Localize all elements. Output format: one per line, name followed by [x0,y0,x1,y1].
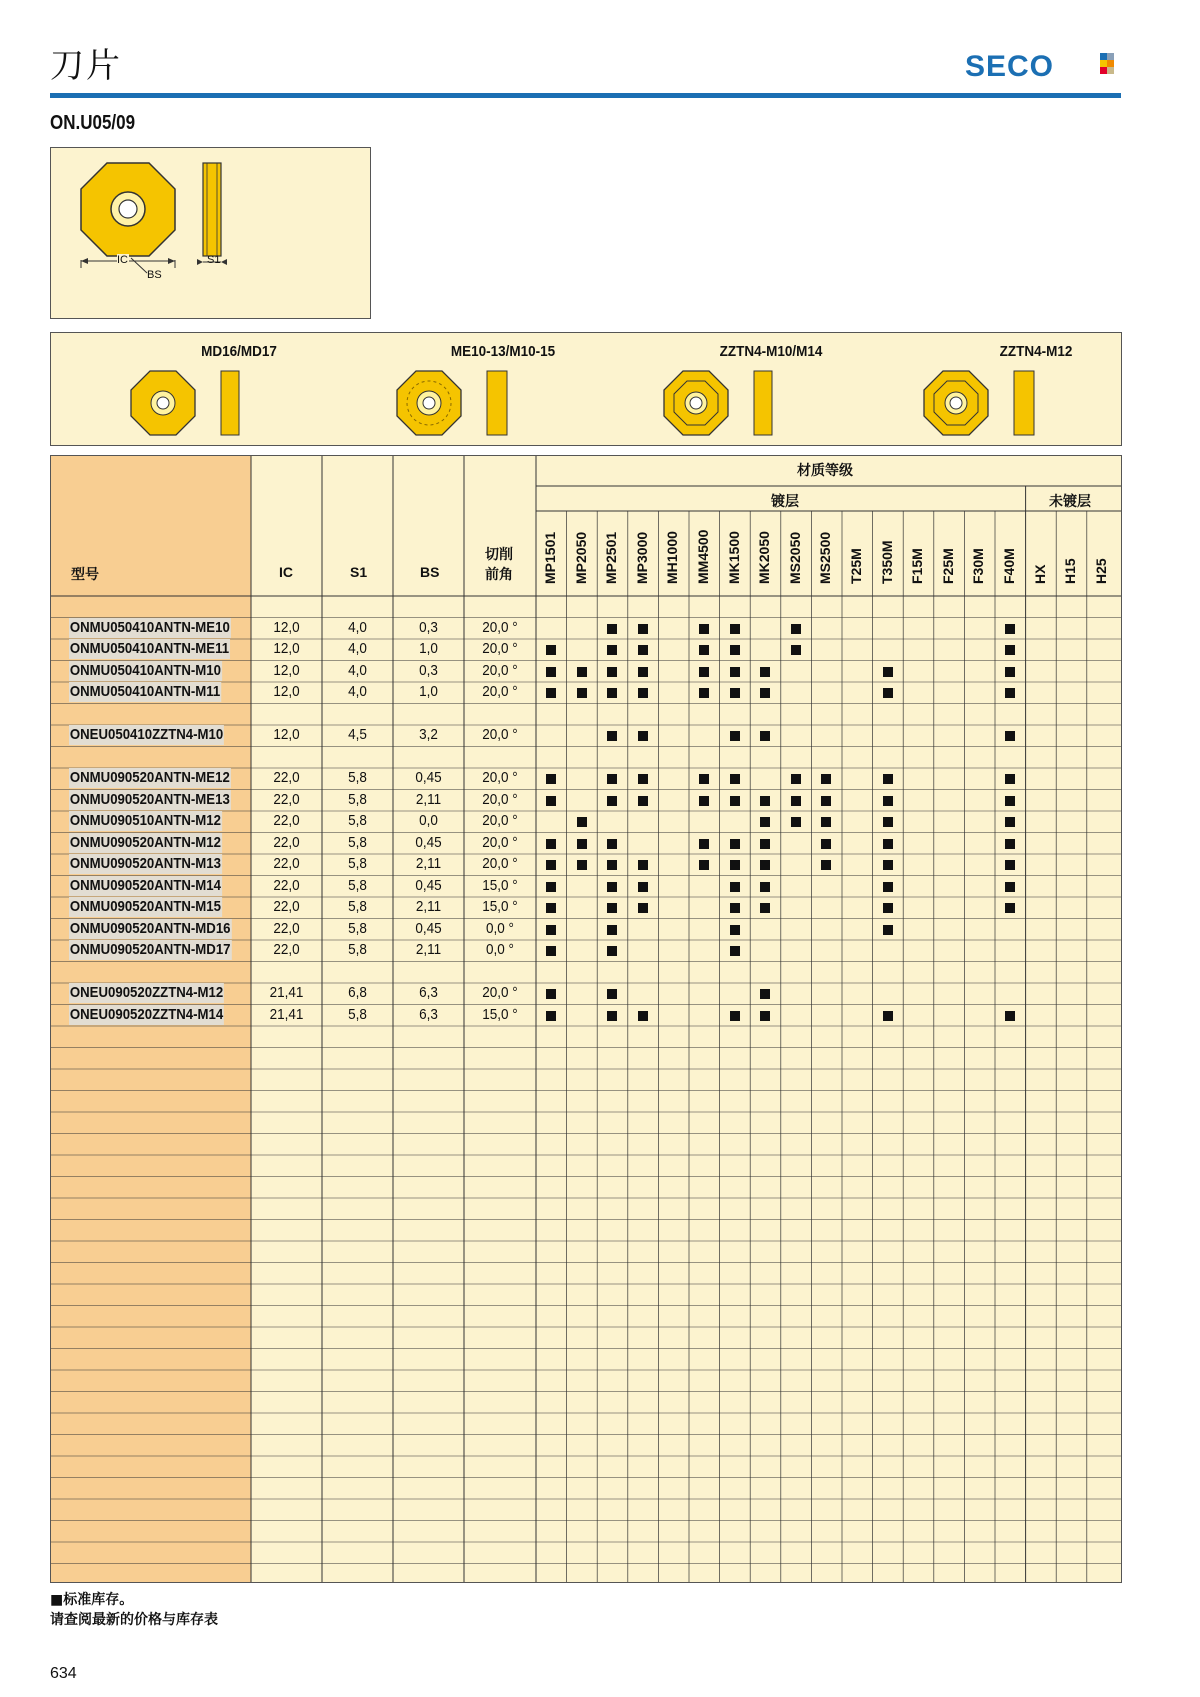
ic-cell: 22,0 [273,855,300,872]
stock-marker-mp2501 [607,860,617,870]
page-title: 刀片 [50,46,122,86]
seco-logo [965,50,1120,80]
stock-marker-t350m [883,1011,893,1021]
stock-marker-mp2050 [577,688,587,698]
coated-group-header: 镀层 [771,494,799,510]
page-number: 634 [50,1665,77,1682]
ic-cell: 22,0 [273,833,300,851]
stock-marker-f40m [1005,882,1015,892]
grade-header-ms2050: MS2050 [786,531,803,584]
grade-header-mm4500: MM4500 [695,529,711,584]
s1-label: S1 [207,254,221,266]
stock-marker-mk2050 [760,839,770,849]
s1-cell: 5,8 [348,919,367,937]
stock-marker-mk2050 [760,989,770,999]
cut-angle-cell: 20,0 ° [482,790,518,808]
ic-header: IC [279,564,293,580]
stock-marker-mp3000 [638,645,648,655]
ic-label: IC [117,254,128,266]
stock-marker-ms2050 [791,796,801,806]
stock-marker-f40m [1005,839,1015,849]
stock-marker-mk2050 [760,860,770,870]
stock-marker-mp3000 [638,796,648,806]
stock-marker-f40m [1005,903,1015,913]
grade-header-mp1501: MP1501 [542,531,558,584]
grade-header-t25m: T25M [848,548,864,584]
stock-marker-f40m [1005,1011,1015,1021]
stock-marker-mp1501 [546,882,556,892]
cut-angle-cell: 20,0 ° [482,984,518,1001]
grade-header-f15m: F15M [909,548,926,584]
ic-cell: 21,41 [269,1005,304,1023]
stock-marker-f40m [1005,774,1015,784]
s1-cell: 5,8 [348,812,367,829]
stock-marker-mp2501 [607,667,617,677]
stock-marker-mk1500 [730,731,740,741]
stock-marker-mp3000 [638,731,648,741]
stock-marker-ms2500 [821,839,831,849]
stock-marker-mk1500 [730,796,740,806]
grade-header-mh1000: MH1000 [664,531,681,584]
stock-marker-mp2050 [577,667,587,677]
ic-cell: 12,0 [273,683,300,700]
cut-angle-cell: 0,0 ° [486,919,514,937]
stock-marker-mp3000 [638,624,648,634]
designation-cell: ONMU090520ANTN-MD16 [69,919,231,937]
stock-marker-mk1500 [730,688,740,698]
stock-marker-mp1501 [546,860,556,870]
stock-marker-mp3000 [638,667,648,677]
ic-cell: 22,0 [273,941,300,958]
stock-marker-t350m [883,882,893,892]
bs-cell: 0,0 [419,812,438,829]
cut-angle-header-line2: 前角 [485,567,513,583]
stock-marker-t350m [883,667,893,677]
stock-marker-mp3000 [638,1011,648,1021]
price-stock-note: 请查阅最新的价格与库存表 [50,1612,218,1628]
stock-marker-mp3000 [638,860,648,870]
s1-cell: 4,5 [348,726,367,743]
stock-marker-mp3000 [638,688,648,698]
cut-angle-cell: 20,0 ° [482,726,518,743]
designation-cell: ONMU090520ANTN-M13 [69,855,221,872]
cut-angle-cell: 20,0 ° [482,833,518,851]
grade-header-mp2501: MP2501 [603,531,620,584]
designation-cell: ONMU090520ANTN-M15 [69,898,221,915]
designation-cell: ONMU090510ANTN-M12 [69,812,221,829]
ic-cell: 12,0 [273,661,300,679]
geometry-insert-illustrations [51,333,1121,445]
s1-cell: 5,8 [348,790,367,808]
stock-marker-t350m [883,903,893,913]
stock-marker-mp2501 [607,989,617,999]
stock-marker-mk2050 [760,882,770,892]
stock-marker-mp2050 [577,860,587,870]
stock-marker-mp1501 [546,989,556,999]
stock-marker-ms2050 [791,645,801,655]
ic-cell: 22,0 [273,790,300,808]
bs-header: BS [420,564,440,580]
stock-marker-mp1501 [546,839,556,849]
stock-marker-mk2050 [760,817,770,827]
bs-label: BS [147,269,162,281]
stock-marker-ms2500 [821,774,831,784]
cut-angle-cell: 15,0 ° [482,898,518,915]
stock-marker-f40m [1005,817,1015,827]
stock-marker-ms2500 [821,817,831,827]
grade-header-mp2050: MP2050 [572,531,589,584]
geometry-label: MD16/MD17 [201,343,277,360]
s1-header: S1 [350,564,368,580]
grade-header-ms2500: MS2500 [817,531,834,584]
stock-marker-f40m [1005,796,1015,806]
designation-cell: ONMU090520ANTN-ME12 [69,769,230,786]
s1-cell: 5,8 [348,855,367,872]
designation-cell: ONMU050410ANTN-M11 [69,683,221,700]
s1-cell: 4,0 [348,640,367,657]
ic-cell: 21,41 [269,984,304,1001]
grade-header-hx: HX [1031,564,1048,584]
stock-marker-mk1500 [730,645,740,655]
stock-marker-mm4500 [699,688,709,698]
ic-cell: 22,0 [273,812,300,829]
designation-header: 型号 [71,566,99,582]
ic-cell: 22,0 [273,769,300,786]
stock-marker-mk1500 [730,882,740,892]
stock-marker-t350m [883,925,893,935]
geometry-strip [50,332,1122,446]
product-family: ON.U05/09 [50,112,136,134]
stock-marker-mm4500 [699,860,709,870]
stock-marker-f40m [1005,624,1015,634]
uncoated-group-header: 未镀层 [1049,494,1091,510]
stock-marker-mk1500 [730,1011,740,1021]
stock-marker-mp1501 [546,903,556,913]
designation-cell: ONMU050410ANTN-ME10 [69,618,230,636]
stock-marker-mp2501 [607,731,617,741]
stock-marker-mk2050 [760,1011,770,1021]
stock-marker-mp1501 [546,667,556,677]
bs-cell: 2,11 [415,898,442,915]
stock-marker-mp1501 [546,774,556,784]
s1-cell: 4,0 [348,683,367,700]
stock-marker-mm4500 [699,796,709,806]
s1-cell: 4,0 [348,661,367,679]
bs-cell: 0,45 [415,769,442,786]
ic-cell: 12,0 [273,640,300,657]
ic-cell: 22,0 [273,919,300,937]
designation-cell: ONMU090520ANTN-ME13 [69,790,230,808]
grade-header-f30m: F30M [970,548,987,584]
cut-angle-cell: 20,0 ° [482,661,518,679]
stock-marker-mp2501 [607,688,617,698]
cut-angle-cell: 20,0 ° [482,640,518,657]
stock-marker-mp2501 [607,774,617,784]
bs-cell: 0,3 [419,661,438,679]
stock-marker-ms2050 [791,774,801,784]
stock-marker-mm4500 [699,624,709,634]
s1-cell: 4,0 [348,618,367,636]
grade-header-h15: H15 [1062,558,1079,584]
bs-cell: 1,0 [419,683,438,700]
designation-cell: ONMU090520ANTN-M12 [69,833,221,851]
designation-cell: ONMU050410ANTN-ME11 [69,640,230,657]
cut-angle-cell: 15,0 ° [482,1005,518,1023]
stock-marker-mp2501 [607,946,617,956]
designation-cell: ONMU090520ANTN-MD17 [69,941,231,958]
cut-angle-cell: 20,0 ° [482,618,518,636]
stock-marker-ms2500 [821,860,831,870]
ic-cell: 22,0 [273,876,300,894]
stock-marker-f40m [1005,667,1015,677]
cut-angle-cell: 15,0 ° [482,876,518,894]
bs-cell: 2,11 [415,790,442,808]
grade-header-t350m: T350M [878,540,895,584]
insert-table [50,455,1122,1583]
grade-header-h25: H25 [1092,558,1109,584]
stock-marker-mk1500 [730,839,740,849]
stock-marker-mm4500 [699,667,709,677]
stock-marker-mk1500 [730,925,740,935]
s1-cell: 5,8 [348,898,367,915]
stock-marker-mp2501 [607,624,617,634]
stock-marker-mp3000 [638,774,648,784]
stock-marker-mp2050 [577,839,587,849]
s1-cell: 6,8 [348,984,367,1001]
designation-cell: ONEU090520ZZTN4-M14 [69,1005,224,1023]
stock-marker-mp2501 [607,796,617,806]
stock-marker-t350m [883,796,893,806]
stock-marker-mk1500 [730,774,740,784]
designation-cell: ONEU090520ZZTN4-M12 [69,984,224,1001]
stock-marker-mp1501 [546,946,556,956]
stock-marker-ms2500 [821,796,831,806]
bs-cell: 0,3 [419,618,438,636]
stock-marker-f40m [1005,645,1015,655]
stock-marker-f40m [1005,860,1015,870]
reference-drawing [50,147,371,319]
stock-marker-mk2050 [760,688,770,698]
grade-header-mk2050: MK2050 [756,531,773,584]
header-rule [50,93,1121,98]
stock-marker-f40m [1005,731,1015,741]
s1-cell: 5,8 [348,876,367,894]
stock-marker-mk2050 [760,903,770,913]
ic-cell: 22,0 [273,898,300,915]
stock-marker-f40m [1005,688,1015,698]
grades-group-header: 材质等级 [797,463,853,479]
stock-marker-mp1501 [546,925,556,935]
stock-marker-mk1500 [730,903,740,913]
bs-cell: 2,11 [415,855,442,872]
stock-marker-mp1501 [546,645,556,655]
stock-marker-mk1500 [730,624,740,634]
stock-marker-mk1500 [730,667,740,677]
stock-marker-mp3000 [638,882,648,892]
bs-cell: 2,11 [415,941,442,958]
cut-angle-header-line1: 切削 [485,547,513,563]
stock-marker-mp2501 [607,1011,617,1021]
stock-marker-mp3000 [638,903,648,913]
grade-header-f40m: F40M [1001,548,1017,584]
stock-marker-ms2050 [791,817,801,827]
stock-marker-mp2501 [607,839,617,849]
bs-cell: 0,45 [415,919,442,937]
bs-cell: 0,45 [415,876,442,894]
s1-cell: 5,8 [348,833,367,851]
stock-marker-mm4500 [699,774,709,784]
svg-text:SECO: SECO [965,50,1055,80]
s1-cell: 5,8 [348,769,367,786]
geometry-label: ZZTN4-M12 [999,343,1073,360]
stock-marker-mp2501 [607,645,617,655]
geometry-label: ZZTN4-M10/M14 [719,343,823,360]
stock-marker-mp2050 [577,817,587,827]
bs-cell: 6,3 [419,984,438,1001]
cut-angle-cell: 20,0 ° [482,683,518,700]
s1-cell: 5,8 [348,941,367,958]
stock-legend: ■标准库存。 [50,1592,134,1608]
designation-cell: ONEU050410ZZTN4-M10 [69,726,224,743]
geometry-label: ME10-13/M10-15 [450,343,556,360]
grade-header-mk1500: MK1500 [725,531,742,584]
stock-marker-t350m [883,688,893,698]
stock-marker-mk1500 [730,860,740,870]
grade-header-mp3000: MP3000 [633,531,650,584]
bs-cell: 3,2 [419,726,438,743]
stock-marker-mp2501 [607,925,617,935]
stock-marker-mm4500 [699,839,709,849]
bs-cell: 6,3 [419,1005,438,1023]
bs-cell: 0,45 [415,833,442,851]
stock-marker-mk2050 [760,731,770,741]
stock-marker-mp1501 [546,796,556,806]
cut-angle-cell: 20,0 ° [482,855,518,872]
stock-marker-mp2501 [607,903,617,913]
cut-angle-cell: 0,0 ° [486,941,514,958]
bs-cell: 1,0 [419,640,438,657]
stock-marker-t350m [883,860,893,870]
ic-cell: 12,0 [273,618,300,636]
s1-cell: 5,8 [348,1005,367,1023]
stock-marker-mm4500 [699,645,709,655]
stock-marker-mp2501 [607,882,617,892]
stock-marker-mk1500 [730,946,740,956]
stock-marker-mp1501 [546,688,556,698]
stock-marker-mk2050 [760,667,770,677]
designation-cell: ONMU050410ANTN-M10 [69,661,221,679]
stock-marker-t350m [883,839,893,849]
stock-marker-ms2050 [791,624,801,634]
ic-cell: 12,0 [273,726,300,743]
stock-marker-t350m [883,774,893,784]
cut-angle-cell: 20,0 ° [482,769,518,786]
cut-angle-cell: 20,0 ° [482,812,518,829]
stock-marker-mp1501 [546,1011,556,1021]
designation-cell: ONMU090520ANTN-M14 [69,876,221,894]
grade-header-f25m: F25M [939,548,956,584]
stock-marker-mk2050 [760,796,770,806]
stock-marker-t350m [883,817,893,827]
